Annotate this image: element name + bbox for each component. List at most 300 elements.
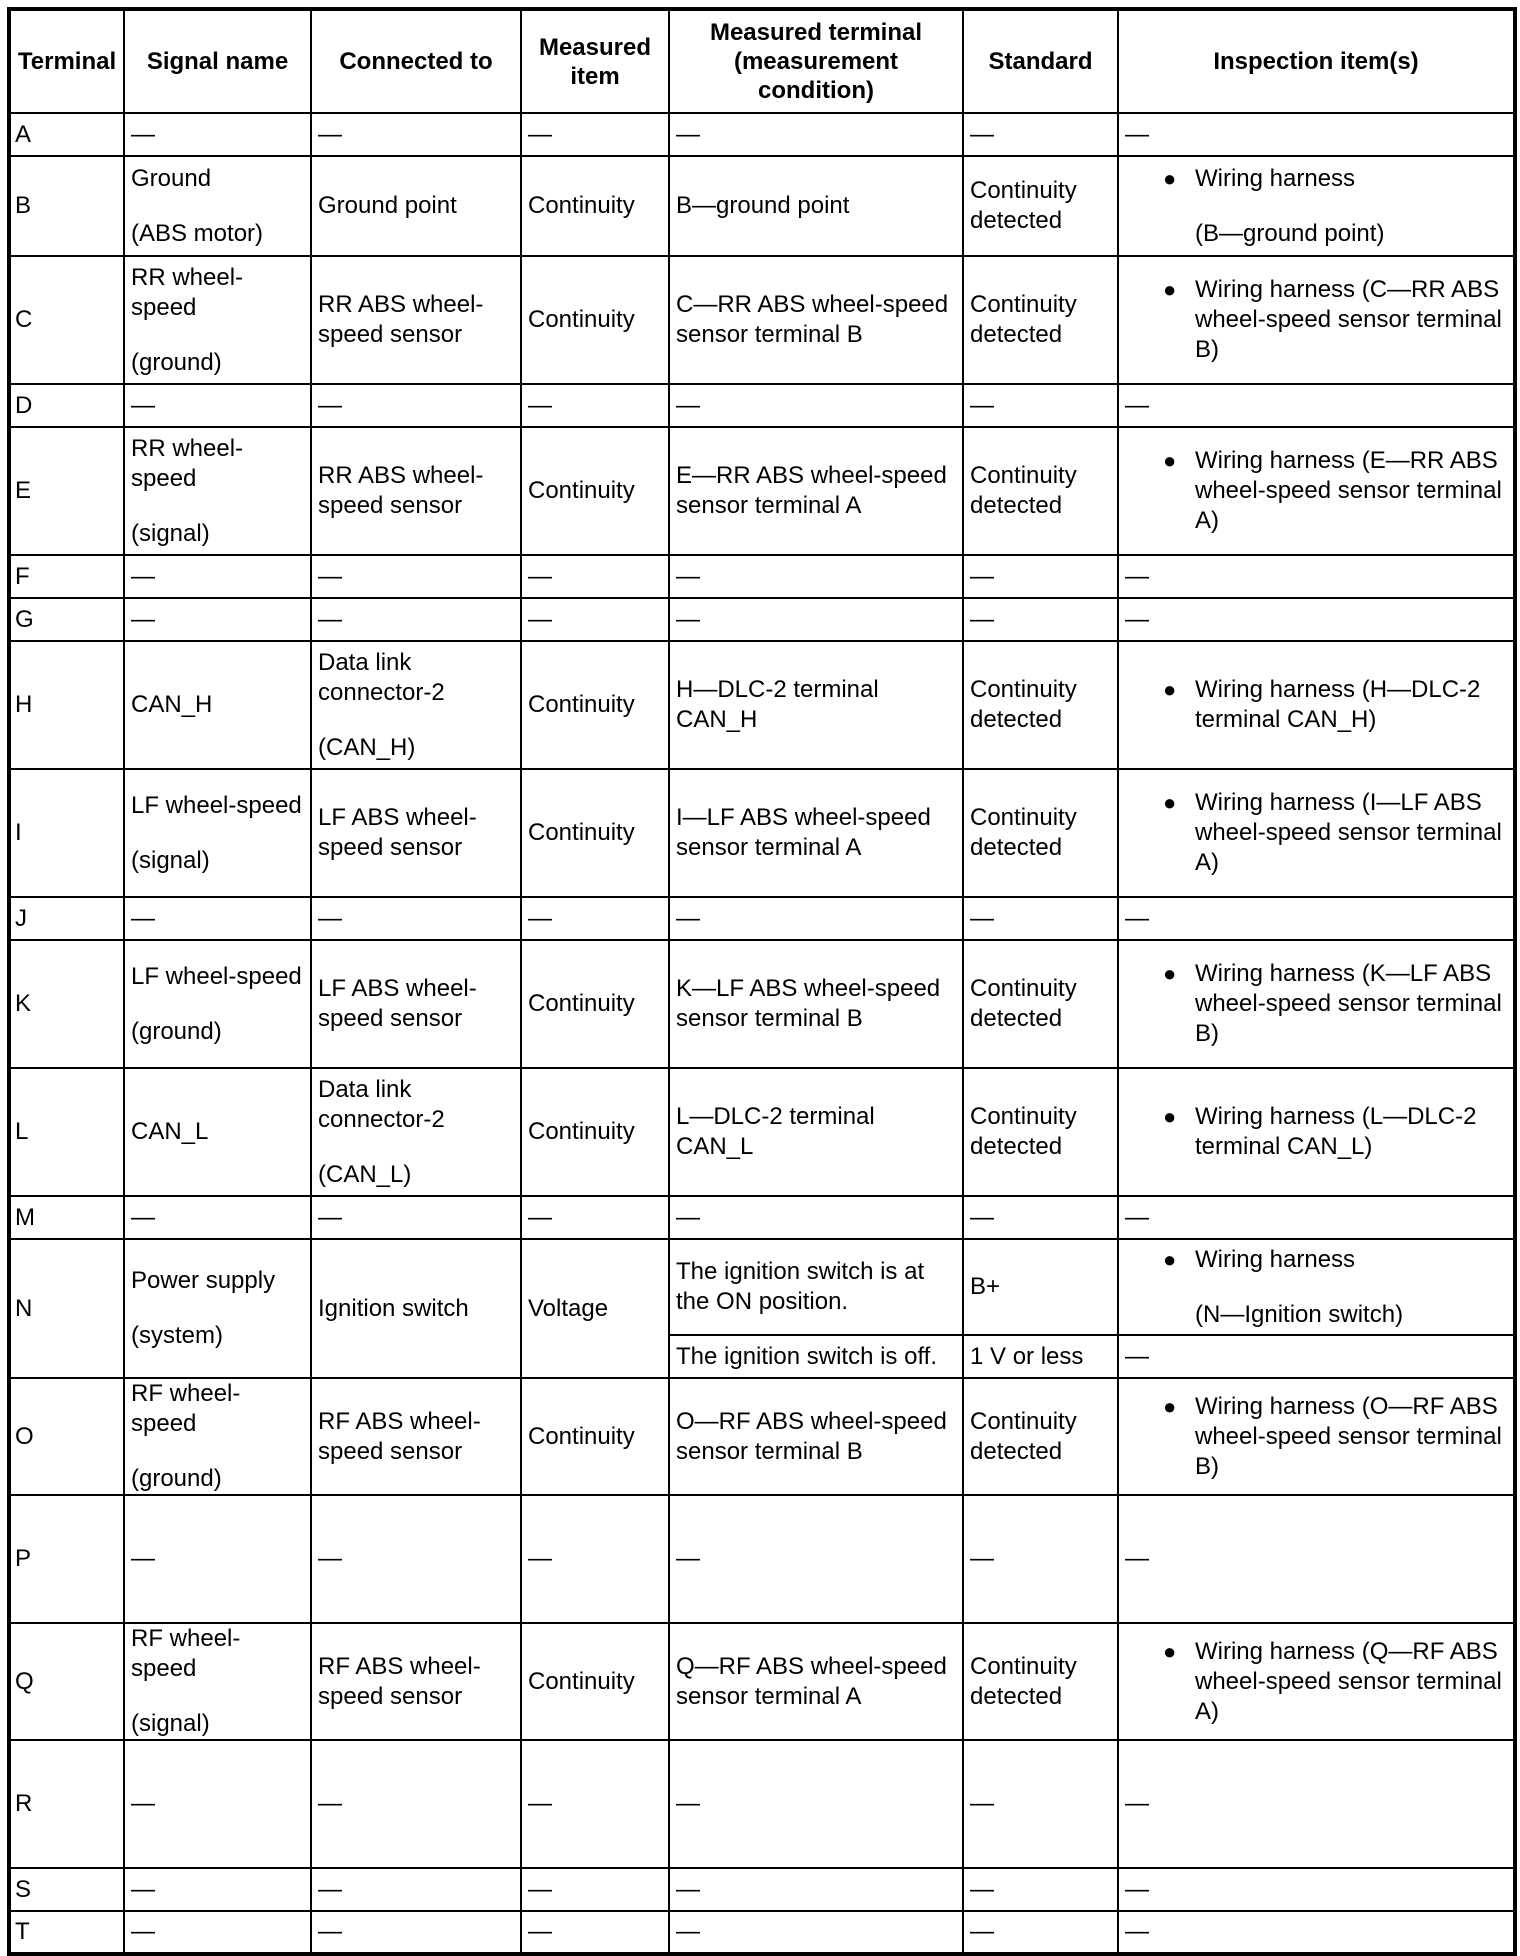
connected-to-cell-text: — — [318, 1875, 342, 1903]
signal-name-cell-text: CAN_L — [131, 1118, 209, 1145]
standard-cell-text: 1 V or less — [970, 1342, 1084, 1370]
signal-name-cell-subtext: (ABS motor) — [131, 219, 264, 247]
measured-terminal-cell-text: — — [676, 120, 700, 148]
terminal-cell-text: Q — [15, 1667, 34, 1695]
standard-cell — [963, 1068, 1118, 1196]
measured-terminal-cell — [669, 641, 963, 769]
connected-to-cell-text: — — [318, 391, 342, 419]
table-row — [9, 1196, 1515, 1239]
signal-name-cell-text: — — [131, 904, 155, 932]
standard-cell — [963, 769, 1118, 897]
inspection-dash: — — [1125, 605, 1149, 633]
inspection-cell — [1118, 940, 1515, 1068]
signal-name-cell — [124, 1068, 311, 1196]
inspection-cell — [1118, 113, 1515, 156]
connected-to-cell — [311, 427, 521, 555]
table-row — [9, 384, 1515, 427]
inspection-dash: — — [1125, 1918, 1149, 1945]
table-row — [9, 1911, 1515, 1954]
terminal-cell-text: P — [15, 1545, 32, 1572]
measured-item-cell — [521, 1068, 669, 1196]
measured-terminal-cell — [669, 555, 963, 598]
standard-cell-text: — — [970, 391, 994, 419]
inspection-cell — [1118, 1196, 1515, 1239]
inspection-cell — [1118, 598, 1515, 641]
terminal-cell — [9, 1068, 124, 1196]
bullet-icon: ● — [1163, 165, 1177, 191]
table-row — [9, 1868, 1515, 1911]
measured-terminal-cell — [669, 1196, 963, 1239]
terminal-cell-text: S — [15, 1875, 32, 1903]
measured-terminal-cell — [669, 1068, 963, 1196]
standard-cell — [963, 940, 1118, 1068]
measured-terminal-cell-text: E—RR ABS wheel-speed sensor terminal A — [676, 462, 947, 519]
inspection-cell — [1118, 1378, 1515, 1495]
signal-name-cell-text: — — [131, 391, 155, 419]
inspection-item — [1125, 275, 1507, 365]
inspection-item — [1125, 1102, 1507, 1162]
table-row — [9, 769, 1515, 897]
inspection-cell — [1118, 1868, 1515, 1911]
header-measured-item: Measured item — [521, 9, 669, 113]
standard-cell — [963, 598, 1118, 641]
signal-name-cell-text: Power supply — [131, 1267, 276, 1294]
table-row — [9, 1239, 1515, 1335]
standard-cell — [963, 1196, 1118, 1239]
connected-to-cell-text: RR ABS wheel-speed sensor — [318, 291, 484, 348]
bullet-icon: ● — [1163, 1393, 1177, 1419]
terminal-cell — [9, 156, 124, 256]
signal-name-cell — [124, 1495, 311, 1623]
measured-item-cell — [521, 1911, 669, 1954]
terminal-cell-text: M — [15, 1203, 35, 1231]
measured-item-cell-text: Continuity — [528, 477, 635, 504]
measured-item-cell — [521, 1623, 669, 1740]
measured-item-cell — [521, 940, 669, 1068]
inspection-item — [1125, 1392, 1507, 1482]
inspection-text — [1195, 446, 1507, 536]
measured-terminal-cell-text: B—ground point — [676, 192, 850, 219]
standard-cell — [963, 555, 1118, 598]
terminal-cell — [9, 1623, 124, 1740]
standard-cell — [963, 384, 1118, 427]
measured-item-cell — [521, 1495, 669, 1623]
inspection-item — [1125, 1637, 1507, 1727]
connected-to-cell-text: — — [318, 605, 342, 633]
measured-item-cell-text: Continuity — [528, 819, 635, 846]
measured-item-cell-text: Continuity — [528, 1422, 635, 1450]
standard-cell-text: Continuity detected — [970, 462, 1077, 519]
standard-cell — [963, 1378, 1118, 1495]
connected-to-cell-text: RF ABS wheel-speed sensor — [318, 1407, 481, 1465]
connected-to-cell — [311, 598, 521, 641]
bullet-icon: ● — [1163, 961, 1177, 986]
connected-to-cell-text: RR ABS wheel-speed sensor — [318, 462, 484, 519]
standard-cell — [963, 1239, 1118, 1335]
signal-name-cell-subtext: (ground) — [131, 1017, 222, 1045]
inspection-cell — [1118, 1335, 1515, 1378]
measured-terminal-cell — [669, 1623, 963, 1740]
connected-to-cell — [311, 1911, 521, 1954]
measured-terminal-cell-text: — — [676, 1545, 700, 1572]
inspection-item — [1125, 1245, 1507, 1330]
signal-name-cell-text: — — [131, 1203, 155, 1231]
header-signal-name: Signal name — [124, 9, 311, 113]
table-row — [9, 598, 1515, 641]
standard-cell — [963, 156, 1118, 256]
connected-to-cell-text: — — [318, 1790, 342, 1817]
measured-terminal-cell-text: Q—RF ABS wheel-speed sensor terminal A — [676, 1652, 947, 1710]
inspection-item — [1125, 675, 1507, 735]
connected-to-cell-text: Data link connector-2 — [318, 648, 445, 706]
table-row — [9, 1623, 1515, 1740]
connected-to-cell — [311, 940, 521, 1068]
terminal-cell — [9, 769, 124, 897]
inspection-cell — [1118, 427, 1515, 555]
inspection-cell — [1118, 1239, 1515, 1335]
signal-name-cell — [124, 1196, 311, 1239]
connected-to-cell-subtext: (CAN_L) — [318, 1160, 412, 1188]
measured-item-cell — [521, 1378, 669, 1495]
bullet-icon: ● — [1163, 277, 1177, 302]
signal-name-cell-text: — — [131, 1545, 155, 1572]
inspection-detail: (B—ground point) — [1195, 219, 1385, 247]
connected-to-cell — [311, 641, 521, 769]
terminal-cell-text: J — [15, 904, 27, 932]
terminal-cell — [9, 256, 124, 384]
table-row — [9, 555, 1515, 598]
measured-item-cell — [521, 1239, 669, 1378]
inspection-text — [1195, 1637, 1507, 1727]
measured-terminal-cell — [669, 1495, 963, 1623]
table-row — [9, 156, 1515, 256]
measured-terminal-cell-text: — — [676, 1203, 700, 1231]
bullet-icon: ● — [1163, 677, 1177, 702]
signal-name-cell-text: RF wheel-speed — [131, 1625, 241, 1682]
table-row — [9, 1495, 1515, 1623]
measured-item-cell-text: — — [528, 605, 552, 633]
measured-terminal-cell-text: O—RF ABS wheel-speed sensor terminal B — [676, 1407, 947, 1465]
terminal-cell-text: O — [15, 1422, 34, 1450]
measured-terminal-cell — [669, 156, 963, 256]
signal-name-cell-text: — — [131, 1875, 155, 1903]
measured-item-cell-text: — — [528, 120, 552, 148]
table-row — [9, 1740, 1515, 1868]
signal-name-cell — [124, 384, 311, 427]
connected-to-cell — [311, 384, 521, 427]
terminal-cell-text: D — [15, 391, 33, 419]
standard-cell — [963, 641, 1118, 769]
measured-item-cell — [521, 641, 669, 769]
inspection-cell — [1118, 1740, 1515, 1868]
terminal-cell-text: K — [15, 990, 32, 1017]
signal-name-cell-subtext: (ground) — [131, 1465, 222, 1492]
measured-terminal-cell-text: — — [676, 562, 700, 590]
measured-terminal-cell-text: L—DLC-2 terminal CAN_L — [676, 1103, 875, 1160]
inspection-cell — [1118, 256, 1515, 384]
measured-item-cell — [521, 598, 669, 641]
connected-to-cell — [311, 1068, 521, 1196]
measured-item-cell-text: — — [528, 904, 552, 932]
connected-to-cell — [311, 156, 521, 256]
signal-name-cell-text: Ground — [131, 164, 212, 192]
standard-cell — [963, 1335, 1118, 1378]
measured-terminal-cell — [669, 1378, 963, 1495]
connected-to-cell-text: — — [318, 120, 342, 148]
connected-to-cell-text: Data link connector-2 — [318, 1075, 445, 1133]
signal-name-cell — [124, 897, 311, 940]
terminal-cell-text: H — [15, 691, 33, 718]
inspection-item — [1125, 446, 1507, 536]
inspection-dash: — — [1125, 904, 1149, 932]
measured-item-cell — [521, 156, 669, 256]
bullet-icon: ● — [1163, 1104, 1177, 1129]
inspection-cell — [1118, 1068, 1515, 1196]
measured-item-cell-text: — — [528, 1790, 552, 1817]
table-row — [9, 256, 1515, 384]
terminal-cell-text: E — [15, 477, 32, 504]
terminal-cell-text: C — [15, 306, 33, 333]
terminal-cell-text: F — [15, 562, 30, 590]
inspection-main: Wiring harness (Q—RF ABS wheel-speed sensor terminal A) — [1195, 1637, 1502, 1725]
standard-cell — [963, 897, 1118, 940]
header-measured-terminal: Measured terminal (measurement condition) — [669, 9, 963, 113]
standard-cell-text: Continuity detected — [970, 1407, 1077, 1465]
measured-terminal-cell — [669, 1911, 963, 1954]
measured-terminal-cell — [669, 769, 963, 897]
connected-to-cell — [311, 1196, 521, 1239]
connected-to-cell — [311, 256, 521, 384]
connected-to-cell — [311, 1378, 521, 1495]
standard-cell-text: Continuity detected — [970, 804, 1077, 861]
connected-to-cell — [311, 1740, 521, 1868]
measured-terminal-cell-text: H—DLC-2 terminal CAN_H — [676, 676, 879, 733]
inspection-cell — [1118, 1623, 1515, 1740]
connected-to-cell — [311, 1239, 521, 1378]
signal-name-cell-subtext: (signal) — [131, 519, 210, 547]
signal-name-cell-text: — — [131, 1918, 155, 1945]
inspection-detail: (N—Ignition switch) — [1195, 1300, 1404, 1328]
inspection-dash: — — [1125, 1342, 1149, 1370]
signal-name-cell — [124, 1239, 311, 1378]
connected-to-cell-text: LF ABS wheel-speed sensor — [318, 975, 477, 1032]
standard-cell — [963, 427, 1118, 555]
inspection-cell — [1118, 384, 1515, 427]
table-body — [9, 113, 1515, 1954]
signal-name-cell-text: — — [131, 1790, 155, 1817]
terminal-cell — [9, 1196, 124, 1239]
signal-name-cell — [124, 598, 311, 641]
standard-cell — [963, 256, 1118, 384]
measured-item-cell-text: — — [528, 1875, 552, 1903]
inspection-text — [1195, 164, 1507, 249]
measured-item-cell — [521, 384, 669, 427]
inspection-dash: — — [1125, 391, 1149, 419]
terminal-cell-text: T — [15, 1918, 30, 1945]
measured-item-cell-text: Continuity — [528, 306, 635, 333]
connected-to-cell-text: RF ABS wheel-speed sensor — [318, 1652, 481, 1710]
signal-name-cell-subtext: (signal) — [131, 846, 210, 874]
measured-terminal-cell — [669, 427, 963, 555]
inspection-main: Wiring harness (K—LF ABS wheel-speed sensor terminal B) — [1195, 960, 1502, 1047]
inspection-text — [1195, 275, 1507, 365]
inspection-main: Wiring harness (L—DLC-2 terminal CAN_L) — [1195, 1103, 1477, 1160]
measured-item-cell — [521, 897, 669, 940]
measured-terminal-cell — [669, 384, 963, 427]
standard-cell-text: Continuity detected — [970, 975, 1077, 1032]
connected-to-cell-text: — — [318, 904, 342, 932]
connected-to-cell — [311, 897, 521, 940]
terminal-inspection-table — [7, 7, 1517, 1956]
connected-to-cell-text: — — [318, 1545, 342, 1572]
terminal-cell-text: B — [15, 192, 32, 219]
inspection-text — [1195, 959, 1507, 1049]
measured-terminal-cell — [669, 1868, 963, 1911]
inspection-main: Wiring harness — [1195, 1245, 1356, 1273]
table-row — [9, 427, 1515, 555]
terminal-cell-text: N — [15, 1294, 33, 1322]
inspection-main: Wiring harness (E—RR ABS wheel-speed sensor terminal A) — [1195, 447, 1502, 534]
inspection-text — [1195, 675, 1507, 735]
measured-item-cell-text: — — [528, 391, 552, 419]
signal-name-cell — [124, 1378, 311, 1495]
measured-item-cell-text: — — [528, 1545, 552, 1572]
inspection-main: Wiring harness — [1195, 164, 1356, 192]
measured-terminal-cell-text: — — [676, 1875, 700, 1903]
terminal-cell — [9, 1495, 124, 1623]
bullet-icon: ● — [1163, 790, 1177, 815]
inspection-cell — [1118, 897, 1515, 940]
standard-cell-text: — — [970, 1918, 994, 1945]
signal-name-cell-text: — — [131, 562, 155, 590]
terminal-cell — [9, 1911, 124, 1954]
inspection-main: Wiring harness (I—LF ABS wheel-speed sensor terminal A) — [1195, 789, 1502, 876]
measured-terminal-cell — [669, 1239, 963, 1335]
measured-item-cell-text: Continuity — [528, 990, 635, 1017]
signal-name-cell — [124, 1740, 311, 1868]
inspection-dash: — — [1125, 1545, 1149, 1572]
signal-name-cell-text: — — [131, 120, 155, 148]
bullet-icon: ● — [1163, 1638, 1177, 1664]
measured-terminal-cell-text: I—LF ABS wheel-speed sensor terminal A — [676, 804, 931, 861]
connected-to-cell-text: Ignition switch — [318, 1294, 469, 1322]
connected-to-cell — [311, 769, 521, 897]
table-row — [9, 940, 1515, 1068]
table-row — [9, 1378, 1515, 1495]
standard-cell-text: Continuity detected — [970, 1103, 1077, 1160]
inspection-main: Wiring harness (O—RF ABS wheel-speed sensor terminal B) — [1195, 1392, 1502, 1480]
terminal-cell-text: I — [15, 819, 22, 846]
standard-cell-text: — — [970, 1875, 994, 1903]
inspection-item — [1125, 788, 1507, 878]
measured-item-cell-text: Continuity — [528, 192, 635, 219]
standard-cell-text: Continuity detected — [970, 1652, 1077, 1710]
connected-to-cell-text: — — [318, 562, 342, 590]
connected-to-cell-text: — — [318, 1918, 342, 1945]
terminal-cell — [9, 598, 124, 641]
inspection-dash: — — [1125, 1875, 1149, 1903]
terminal-cell-text: G — [15, 605, 34, 633]
measured-terminal-cell-text: — — [676, 904, 700, 932]
inspection-dash: — — [1125, 1790, 1149, 1817]
inspection-dash: — — [1125, 1203, 1149, 1231]
standard-cell-text: B+ — [970, 1273, 1001, 1300]
terminal-cell — [9, 427, 124, 555]
standard-cell — [963, 1740, 1118, 1868]
signal-name-cell — [124, 1911, 311, 1954]
measured-item-cell — [521, 769, 669, 897]
signal-name-cell — [124, 1623, 311, 1740]
measured-item-cell — [521, 113, 669, 156]
measured-terminal-cell-text: C—RR ABS wheel-speed sensor terminal B — [676, 291, 949, 348]
measured-terminal-cell-text: — — [676, 1790, 700, 1817]
table-row — [9, 1068, 1515, 1196]
standard-cell — [963, 1495, 1118, 1623]
inspection-cell — [1118, 641, 1515, 769]
terminal-cell — [9, 1740, 124, 1868]
signal-name-cell — [124, 769, 311, 897]
header-standard: Standard — [963, 9, 1118, 113]
inspection-cell — [1118, 769, 1515, 897]
signal-name-cell — [124, 427, 311, 555]
header-inspection-items: Inspection item(s) — [1118, 9, 1515, 113]
measured-item-cell-text: Continuity — [528, 691, 635, 718]
connected-to-cell-text: LF ABS wheel-speed sensor — [318, 804, 477, 861]
signal-name-cell-text: RR wheel-speed — [131, 263, 244, 321]
signal-name-cell-text: — — [131, 605, 155, 633]
measured-item-cell-text: Voltage — [528, 1294, 609, 1322]
standard-cell-text: Continuity detected — [970, 177, 1077, 234]
measured-item-cell-text: Continuity — [528, 1667, 635, 1695]
inspection-cell — [1118, 1911, 1515, 1954]
standard-cell-text: — — [970, 904, 994, 932]
signal-name-cell — [124, 940, 311, 1068]
inspection-item — [1125, 959, 1507, 1049]
measured-terminal-cell — [669, 1740, 963, 1868]
measured-item-cell — [521, 1196, 669, 1239]
connected-to-cell — [311, 113, 521, 156]
standard-cell-text: — — [970, 1545, 994, 1572]
connected-to-cell-subtext: (CAN_H) — [318, 733, 416, 761]
measured-terminal-cell-text: — — [676, 605, 700, 633]
header-row — [9, 9, 1515, 113]
measured-item-cell-text: — — [528, 1918, 552, 1945]
signal-name-cell-subtext: (system) — [131, 1322, 223, 1349]
measured-terminal-cell — [669, 113, 963, 156]
measured-item-cell-text: — — [528, 1203, 552, 1231]
terminal-cell-text: A — [15, 120, 32, 148]
signal-name-cell — [124, 555, 311, 598]
terminal-cell — [9, 113, 124, 156]
bullet-icon: ● — [1163, 1246, 1177, 1272]
standard-cell-text: — — [970, 120, 994, 148]
measured-terminal-cell — [669, 598, 963, 641]
signal-name-cell — [124, 1868, 311, 1911]
measured-terminal-cell-text: The ignition switch is at the ON position. — [676, 1258, 925, 1315]
signal-name-cell — [124, 256, 311, 384]
signal-name-cell-text: CAN_H — [131, 691, 213, 718]
header-terminal: Terminal — [9, 9, 124, 113]
terminal-cell — [9, 1378, 124, 1495]
connected-to-cell-text: Ground point — [318, 192, 457, 219]
standard-cell — [963, 1868, 1118, 1911]
table-row — [9, 113, 1515, 156]
standard-cell — [963, 1623, 1118, 1740]
standard-cell-text: Continuity detected — [970, 676, 1077, 733]
inspection-dash: — — [1125, 120, 1149, 148]
terminal-cell-text: L — [15, 1118, 29, 1145]
header-connected-to: Connected to — [311, 9, 521, 113]
